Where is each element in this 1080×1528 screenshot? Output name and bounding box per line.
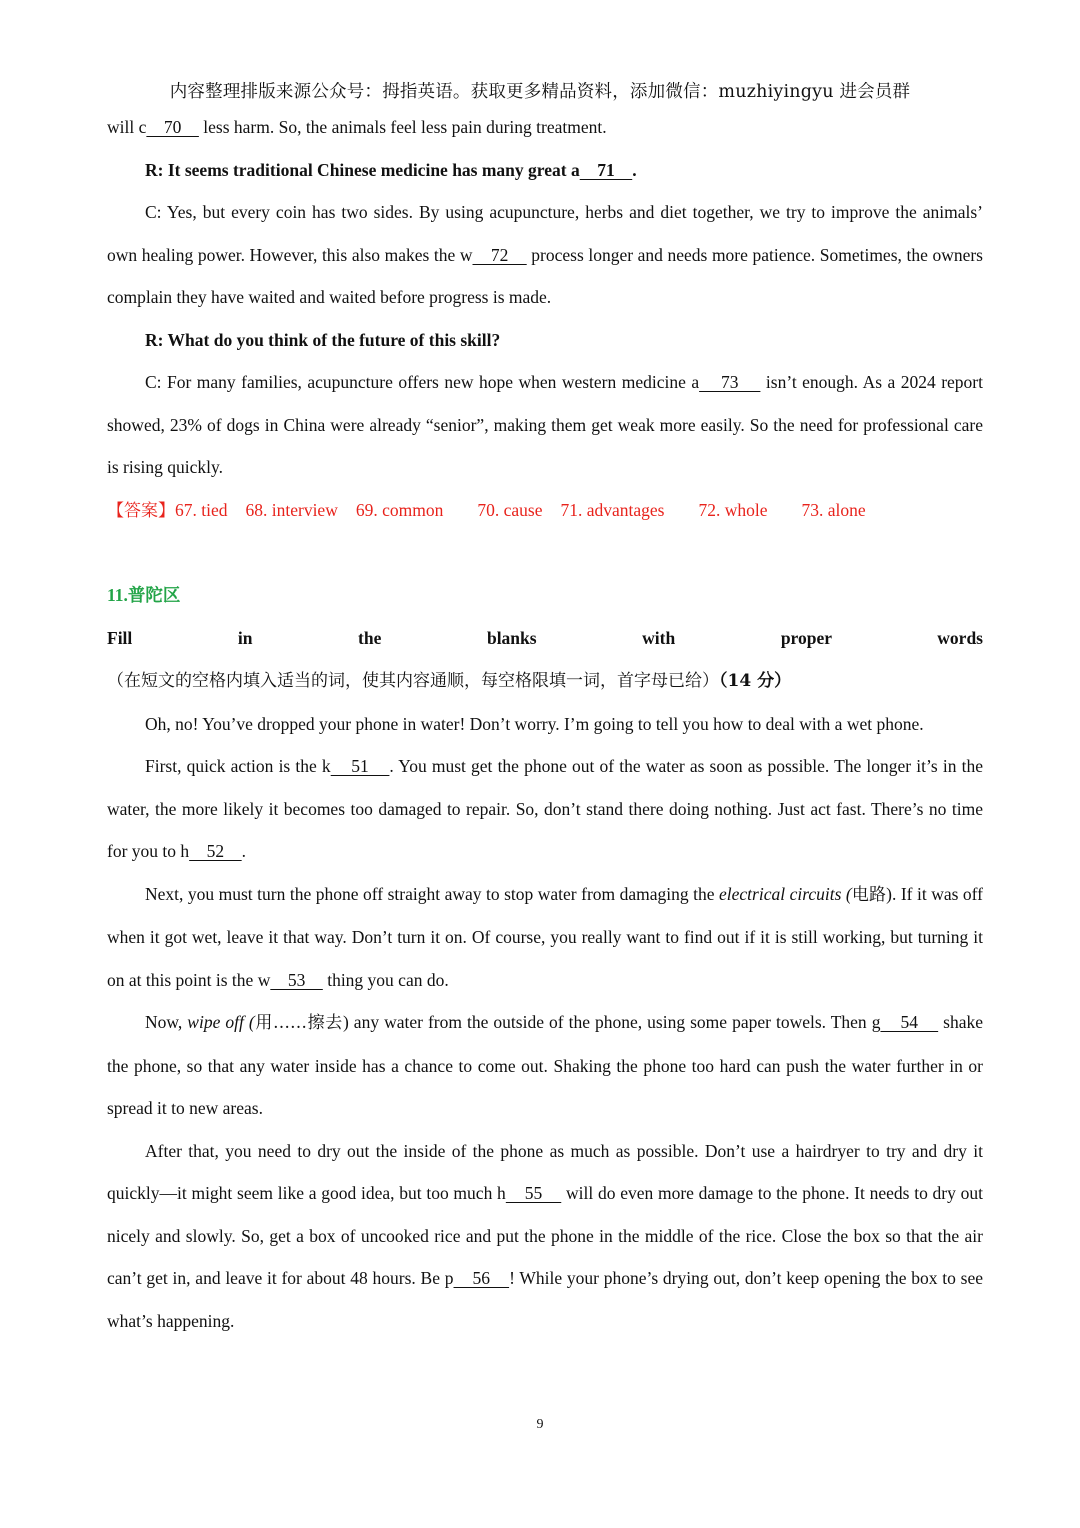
text: .	[241, 841, 247, 861]
document-body	[107, 106, 983, 1342]
page-header: 内容整理排版来源公众号：拇指英语。获取更多精品资料，添加微信：muzhiyingyu 进会员群	[169, 82, 911, 102]
blank-72: 72	[472, 244, 527, 265]
section-instruction	[107, 617, 983, 703]
text: R: It seems traditional Chinese medicine has many great a	[145, 159, 580, 180]
paragraph-answer-73	[107, 361, 983, 489]
instruction-zh: （在短文的空格内填入适当的词，使其内容通顺，每空格限填一词，首字母已给）	[107, 671, 719, 691]
zh-gloss: 用……擦去	[254, 1013, 343, 1033]
text: ! While your phone’s drying out, don’t keep opening the box to see what’s happening.	[107, 1268, 984, 1331]
italic-term: wipe off (	[187, 1012, 255, 1032]
page-number: 9	[536, 1417, 544, 1432]
text: Next, you must turn the phone off straight away to stop water from damaging the	[145, 883, 720, 904]
blank-52: 52	[189, 841, 242, 861]
blank-54: 54	[880, 1012, 939, 1032]
text: C: For many families, acupuncture offers new hope when western medicine a	[145, 372, 700, 392]
blank-56: 56	[453, 1268, 510, 1288]
text: . You must get the phone out of the water as soon as possible. The longer it’s in the water, the more likely it becomes too damaged to repair. So, don’t stand there doing nothing. Just act fast. There’s no time for you to h	[107, 756, 983, 861]
paragraph-blank-53	[107, 873, 983, 1002]
paragraph-blank-54	[107, 1001, 983, 1130]
blank-53: 53	[270, 969, 323, 990]
text: ). If it was off when it got wet, leave it that way. Don’t turn it on. Of course, you really want to find out if it is still working, but turning it on at this point is the w	[107, 883, 984, 990]
text: ) any water from the outside of the phone, using some paper towels. Then g	[342, 1012, 881, 1032]
blank-70: 70	[146, 117, 199, 137]
section-title: 11.普陀区	[107, 585, 181, 605]
text: will do even more damage to the phone. It needs to dry out nicely and slowly. So, get a box of uncooked rice and put the phone in the middle of the rice. Close the box so that the air can’t get in, and leave it for about 48 hours. Be p	[107, 1183, 983, 1288]
answer-item: 69. common	[355, 499, 444, 520]
text: First, quick action is the k	[145, 756, 331, 776]
answer-item: 70. cause	[477, 499, 543, 520]
text: After that, you need to dry out the inside of the phone as much as possible. Don’t use a hairdryer to try and dry it quickly—it might seem like a good idea, but too much h	[107, 1140, 983, 1203]
zh-gloss: 电路	[851, 884, 887, 905]
paragraph-answer-72	[107, 191, 983, 319]
text: C: Yes, but every coin has two sides. By using acupuncture, herbs and diet together, we try to improve the animals’ own healing power. However, this also makes the w	[107, 202, 983, 265]
text: less harm. So, the animals feel less pain during treatment.	[198, 117, 607, 137]
answer-item: 67. tied	[175, 499, 228, 520]
text: .	[632, 159, 637, 180]
text: thing you can do.	[322, 969, 449, 990]
blank-55: 55	[505, 1183, 562, 1203]
text: will c	[107, 117, 147, 137]
blank-73: 73	[699, 372, 761, 392]
instruction-points: （14 分）	[719, 671, 792, 691]
blank-71: 71	[579, 159, 633, 180]
answer-item: 72. whole	[698, 499, 768, 520]
instruction-en: Fill in the blanks with proper words	[107, 627, 983, 648]
text: shake the phone, so that any water inside has a chance to come out. Shaking the phone too hard can push the water further in or spread it to new areas.	[107, 1012, 984, 1118]
blank-51: 51	[330, 756, 390, 776]
answer-item: 73. alone	[801, 499, 866, 520]
paragraph-intro: Oh, no! You’ve dropped your phone in water! Don’t worry. I’m going to tell you how to deal with a wet phone.	[145, 713, 924, 734]
paragraph-blank-55-56	[107, 1130, 983, 1343]
answer-item: 68. interview	[245, 499, 338, 520]
text: isn’t enough. As a 2024 report showed, 23% of dogs in China were already “senior”, making them get weak more easily. So the need for professional care is rising quickly.	[107, 372, 983, 477]
text: process longer and needs more patience. Sometimes, the owners complain they have waited and waited before progress is made.	[107, 244, 983, 307]
italic-term: electrical circuits (	[719, 883, 852, 904]
answer-label: 【答案】	[107, 500, 175, 521]
paragraph-blank-70	[107, 106, 983, 149]
paragraph-blank-51-52	[107, 745, 983, 873]
paragraph-question-71	[107, 149, 983, 192]
paragraph-question-future: R: What do you think of the future of this skill?	[145, 329, 501, 350]
answer-key	[107, 489, 983, 533]
text: Now,	[145, 1012, 188, 1032]
answer-item: 71. advantages	[560, 499, 665, 520]
